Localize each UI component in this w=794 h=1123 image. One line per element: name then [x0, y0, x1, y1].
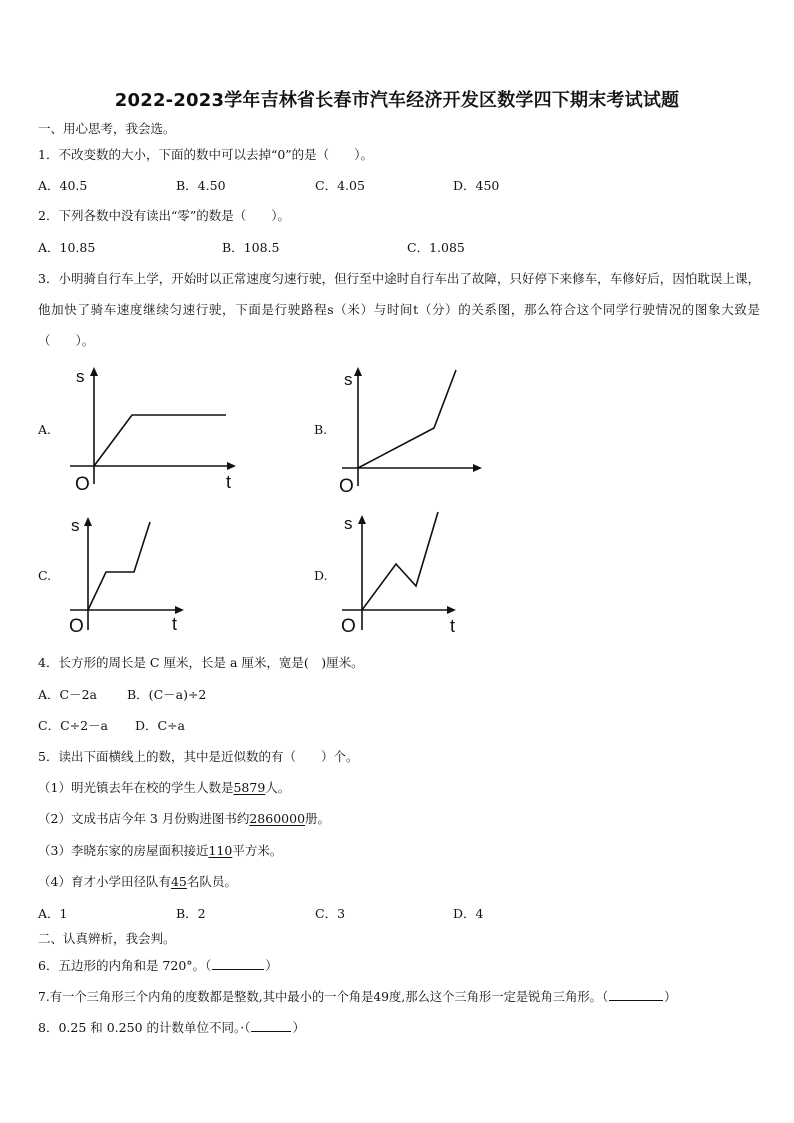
origin-label: O — [69, 616, 84, 637]
y-axis-label: s — [71, 516, 80, 535]
question-4-option-b[interactable]: B．(C－a)÷2 — [127, 687, 207, 702]
item-text: （1）明光镇去年在校的学生人数是 — [38, 780, 234, 795]
graph-d[interactable] — [338, 506, 468, 636]
question-1-option-d[interactable]: D．450 — [453, 178, 500, 193]
origin-label: O — [75, 474, 90, 495]
x-axis-arrow — [447, 606, 456, 614]
question-1-stem: 1．不改变数的大小，下面的数中可以去掉“0”的是（ ）。 — [38, 147, 373, 162]
close-paren: ） — [265, 958, 278, 973]
section-2-heading: 二、认真辨析，我会判。 — [38, 931, 176, 946]
question-1-option-a[interactable]: A．40.5 — [38, 178, 88, 193]
y-axis-arrow — [354, 367, 362, 376]
question-6 — [38, 957, 278, 974]
question-5-option-d[interactable]: D．4 — [453, 906, 484, 921]
item-text-end: 人。 — [265, 780, 291, 795]
item-text: （2）文成书店今年 3 月份购进图书约 — [38, 811, 250, 826]
y-axis-arrow — [358, 515, 366, 524]
origin-label: O — [339, 476, 354, 497]
x-axis-arrow — [227, 462, 236, 470]
page-title: 2022-2023学年吉林省长春市汽车经济开发区数学四下期末考试试题 — [114, 90, 680, 111]
x-axis-label: t — [450, 616, 456, 636]
y-axis-label: s — [76, 367, 85, 386]
graph-c-label[interactable]: C. — [38, 568, 52, 583]
question-8 — [38, 1019, 305, 1036]
y-axis-arrow — [90, 367, 98, 376]
question-2-option-b[interactable]: B．108.5 — [222, 240, 280, 255]
question-5-item-4 — [38, 874, 237, 890]
answer-blank[interactable] — [251, 1019, 291, 1032]
question-2-stem: 2．下列各数中没有读出“零”的数是（ ）。 — [38, 208, 290, 223]
underlined-number: 2860000 — [249, 811, 306, 826]
question-6-text: 6．五边形的内角和是 720°。（ — [38, 958, 212, 973]
question-5-option-b[interactable]: B．2 — [176, 906, 206, 921]
answer-blank[interactable] — [609, 988, 663, 1001]
item-text-end: 平方米。 — [232, 843, 283, 858]
item-text-end: 册。 — [305, 811, 331, 826]
question-2-option-c[interactable]: C．1.085 — [407, 240, 465, 255]
x-axis-arrow — [473, 464, 482, 472]
graph-line — [362, 512, 438, 610]
graph-a-label[interactable]: A. — [38, 422, 52, 437]
graph-d-label[interactable]: D. — [314, 568, 328, 583]
graph-a[interactable] — [66, 362, 246, 494]
question-8-text: 8．0.25 和 0.250 的计数单位不同。·（ — [38, 1020, 251, 1035]
graph-b-label[interactable]: B. — [314, 422, 328, 437]
question-3-stem: 3．小明骑自行车上学，开始时以正常速度匀速行驶，但行至中途时自行车出了故障，只好停下来修车，车修好后，因怕耽误上课，他加快了骑车速度继续匀速行驶，下面是行驶路程s（米）与时间t（分）的关系图，那么符合这个同学行驶情况的图象大致是（ ）。 — [38, 271, 760, 348]
underlined-number: 110 — [208, 843, 233, 858]
item-text-end: 名队员。 — [186, 874, 237, 889]
question-5-item-2 — [38, 811, 330, 827]
item-text: （4）育才小学田径队有 — [38, 874, 171, 889]
question-1-option-b[interactable]: B．4.50 — [176, 178, 226, 193]
x-axis-arrow — [175, 606, 184, 614]
x-axis-label: t — [226, 472, 232, 492]
question-4-option-d[interactable]: D．C÷a — [135, 718, 186, 733]
origin-label: O — [341, 616, 356, 637]
section-1-heading: 一、用心思考，我会选。 — [38, 121, 176, 136]
question-5-option-a[interactable]: A．1 — [38, 906, 68, 921]
question-4-option-c[interactable]: C．C÷2－a — [38, 718, 109, 733]
question-5-stem: 5．读出下面横线上的数，其中是近似数的有（ ）个。 — [38, 749, 359, 764]
graph-b[interactable] — [336, 362, 486, 496]
y-axis-arrow — [84, 517, 92, 526]
graph-line — [88, 522, 150, 610]
question-5-item-3 — [38, 843, 282, 859]
question-2-option-a[interactable]: A．10.85 — [38, 240, 96, 255]
answer-blank[interactable] — [212, 957, 264, 970]
y-axis-label: s — [344, 370, 353, 389]
question-1-option-c[interactable]: C．4.05 — [315, 178, 365, 193]
underlined-number: 5879 — [233, 780, 266, 795]
close-paren: ） — [664, 990, 677, 1004]
graph-c[interactable] — [66, 512, 196, 636]
underlined-number: 45 — [170, 874, 187, 889]
question-4-option-a[interactable]: A．C－2a — [38, 687, 97, 702]
question-7 — [38, 988, 676, 1005]
item-text: （3）李晓东家的房屋面积接近 — [38, 843, 209, 858]
question-7-text: 7.有一个三角形三个内角的度数都是整数,其中最小的一个角是49度,那么这个三角形一定是锐角三角形。（ — [38, 990, 609, 1004]
graph-line — [94, 415, 226, 466]
question-5-item-1 — [38, 780, 290, 796]
graph-line — [358, 370, 456, 468]
close-paren: ） — [292, 1020, 305, 1035]
x-axis-label: t — [172, 614, 178, 634]
question-4-stem: 4．长方形的周长是 C 厘米，长是 a 厘米，宽是( )厘米。 — [38, 655, 364, 670]
y-axis-label: s — [344, 514, 353, 533]
question-5-option-c[interactable]: C．3 — [315, 906, 346, 921]
